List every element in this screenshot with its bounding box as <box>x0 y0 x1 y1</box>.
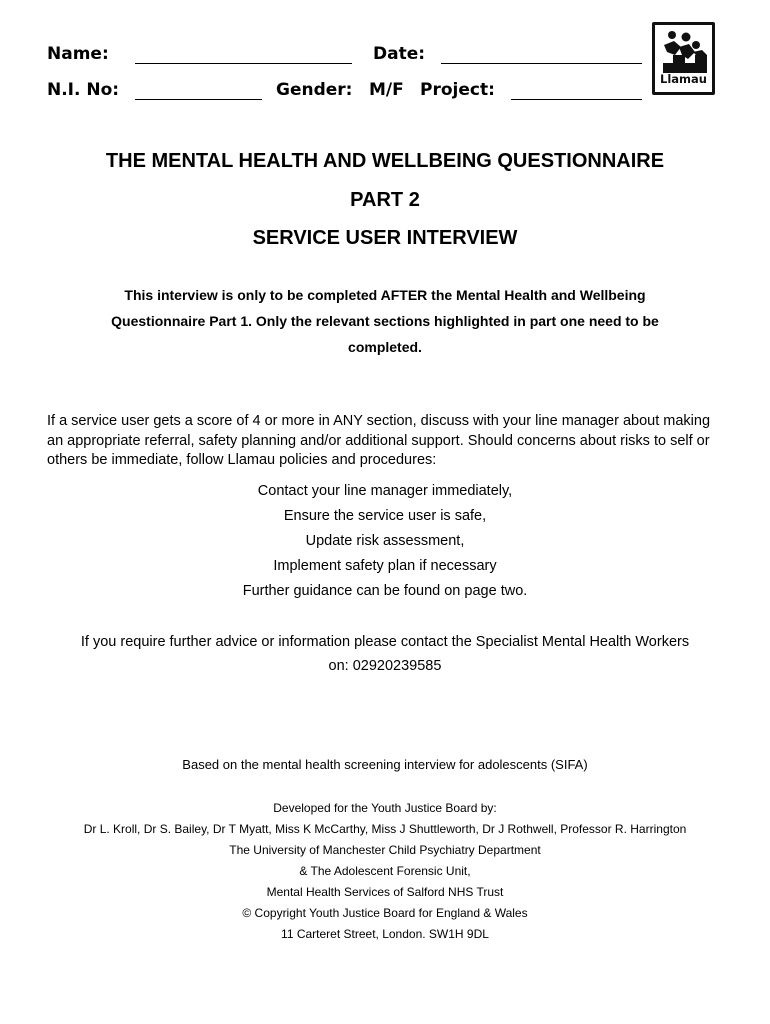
project-label: Project: <box>420 80 495 100</box>
contact-line-1: If you require further advice or information please contact the Specialist Mental Health Workers <box>80 634 690 650</box>
intro-line-3: completed. <box>348 339 422 355</box>
department: The University of Manchester Child Psychiatry Department <box>229 843 541 857</box>
intro-line-2: Questionnaire Part 1. Only the relevant sections highlighted in part one need to be <box>111 313 659 329</box>
intro-line-1: This interview is only to be completed AFTER the Mental Health and Wellbeing <box>124 287 646 303</box>
forensic-unit: & The Adolescent Forensic Unit, <box>299 864 471 878</box>
based-on-note: Based on the mental health screening interview for adolescents (SIFA) <box>182 757 588 772</box>
nhs-trust: Mental Health Services of Salford NHS Trust <box>266 885 504 899</box>
page-subtitle-interview: SERVICE USER INTERVIEW <box>252 227 518 249</box>
guidance-paragraph: If a service user gets a score of 4 or more in ANY section, discuss with your line manager about making an appropriate referral, safety planning and/or additional support. Should concerns about risks to self or others be immediate, follow Llamau policies and procedures: <box>47 413 711 468</box>
copyright: © Copyright Youth Justice Board for England & Wales <box>242 906 528 920</box>
step-item: Further guidance can be found on page two. <box>242 583 528 599</box>
project-field[interactable] <box>511 99 642 100</box>
step-item: Ensure the service user is safe, <box>283 508 487 524</box>
developed-for: Developed for the Youth Justice Board by: <box>273 801 497 815</box>
step-item: Implement safety plan if necessary <box>273 558 497 574</box>
gender-value: M/F <box>369 80 404 100</box>
name-label: Name: <box>47 44 109 64</box>
gender-label: Gender: <box>276 80 353 100</box>
logo-wordmark: Llamau <box>660 72 707 86</box>
ni-label: N.I. No: <box>47 80 120 100</box>
date-field[interactable] <box>441 63 642 64</box>
people-icon <box>655 25 712 75</box>
name-field[interactable] <box>135 63 352 64</box>
authors-list: Dr L. Kroll, Dr S. Bailey, Dr T Myatt, Miss K McCarthy, Miss J Shuttleworth, Dr J Rothwell, Professor R. Harrington <box>83 822 687 836</box>
step-item: Update risk assessment, <box>305 533 465 549</box>
step-item: Contact your line manager immediately, <box>257 483 513 499</box>
llamau-logo <box>652 22 715 95</box>
page-title: THE MENTAL HEALTH AND WELLBEING QUESTIONNAIRE <box>105 150 665 172</box>
ni-field[interactable] <box>135 99 262 100</box>
contact-phone: on: 02920239585 <box>328 658 442 674</box>
page-subtitle-part: PART 2 <box>350 189 420 211</box>
date-label: Date: <box>373 44 426 64</box>
address: 11 Carteret Street, London. SW1H 9DL <box>281 927 489 941</box>
